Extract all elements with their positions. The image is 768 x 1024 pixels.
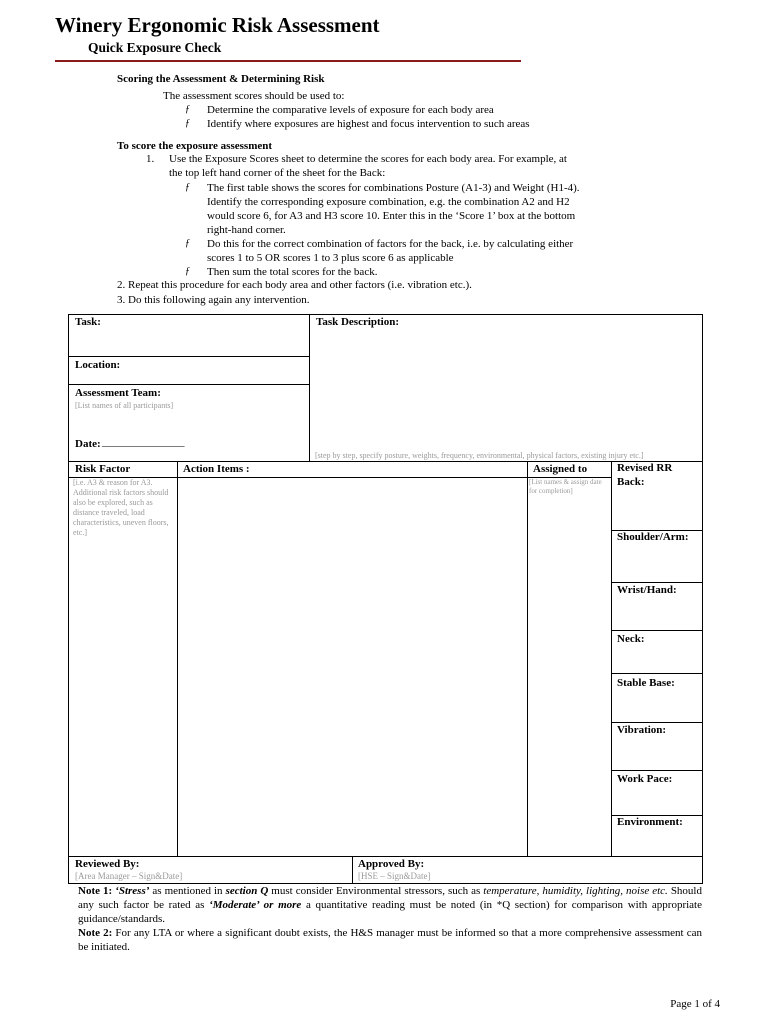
scoring-heading: Scoring the Assessment & Determining Risk [117, 73, 325, 85]
intro-bullet-2: Identify where exposures are highest and focus intervention to such areas [207, 118, 530, 130]
risk-factor-placeholder[interactable]: [i.e. A3 & reason for A3. Additional risk factors should also be explored, such as distance traveled, load characteristics, uneven floors, etc.] [73, 478, 169, 537]
step-2: 2. Repeat this procedure for each body area and other factors (i.e. vibration etc.). [117, 279, 472, 291]
approved-by-label: Approved By: [358, 858, 425, 870]
bullet-icon: ƒ [185, 266, 190, 277]
step-3: 3. Do this following again any intervention. [117, 294, 310, 306]
bullet-icon: ƒ [185, 182, 190, 193]
sub-bullet-1-line-4: right-hand corner. [207, 224, 286, 236]
page-number: Page 1 of 4 [670, 998, 720, 1010]
sub-bullet-3-line-1: Then sum the total scores for the back. [207, 266, 378, 278]
note-1-moderate: ‘Moderate’ or more [209, 899, 302, 911]
body-area-shoulder-arm[interactable]: Shoulder/Arm: [617, 531, 689, 543]
document-subtitle: Quick Exposure Check [88, 40, 222, 55]
body-area-work-pace[interactable]: Work Pace: [617, 773, 673, 785]
scoring-lead: The assessment scores should be used to: [163, 90, 345, 102]
exposure-heading: To score the exposure assessment [117, 140, 273, 152]
step-1-line-1: Use the Exposure Scores sheet to determine the scores for each body area. For example, at [169, 153, 567, 165]
body-area-vibration[interactable]: Vibration: [617, 724, 667, 736]
sub-bullet-2-line-1: Do this for the correct combination of factors for the back, i.e. by calculating either [207, 238, 574, 250]
date-field[interactable]: _______________ [102, 436, 185, 448]
note-1: Note 1: ‘Stress’ as mentioned in section Q must consider Environmental stressors, such as temperature, humidity, lighting, noise etc. Should any such factor be rated as ‘Moderate’ or more a quantitative reading must be noted (in *Q section) for comparison with appropriate guidance/standards. [78, 885, 702, 925]
reviewed-by-label: Reviewed By: [75, 858, 140, 870]
bullet-icon: ƒ [185, 118, 190, 129]
note-2: Note 2: For any LTA or where a significant doubt exists, the H&S manager must be informed so that a more comprehensive assessment can be initiated. [78, 927, 702, 953]
sub-bullet-1-line-1: The first table shows the scores for combinations Posture (A1-3) and Weight (H1-4). [207, 182, 580, 194]
step-1-number: 1. [146, 153, 155, 165]
body-area-stable-base[interactable]: Stable Base: [617, 677, 675, 689]
document-title: Winery Ergonomic Risk Assessment [55, 13, 380, 37]
risk-factor-header: Risk Factor [75, 463, 131, 475]
body-area-neck[interactable]: Neck: [617, 633, 645, 645]
revised-rr-header: Revised RR [617, 462, 673, 474]
assessment-team-label[interactable]: Assessment Team: [75, 387, 161, 399]
intro-bullet-1: Determine the comparative levels of exposure for each body area [207, 104, 494, 116]
body-area-back[interactable]: Back: [617, 476, 645, 488]
note-2-label: Note 2: [78, 927, 113, 939]
task-description-placeholder[interactable]: [step by step, specify posture, weights, frequency, environmental, physical factors, existing injury etc.] [315, 451, 644, 460]
sub-bullet-1-line-2: Identify the corresponding exposure combination, e.g. the combination A2 and H2 [207, 196, 570, 208]
task-description-label[interactable]: Task Description: [316, 316, 400, 328]
note-1-examples: temperature, humidity, lighting, noise etc. [483, 885, 668, 897]
sub-bullet-1-line-3: would score 6, for A3 and H3 score 10. Enter this in the ‘Score 1’ box at the bottom [207, 210, 576, 222]
bullet-icon: ƒ [185, 104, 190, 115]
header-rule [55, 60, 521, 62]
body-area-wrist-hand[interactable]: Wrist/Hand: [617, 584, 677, 596]
date-label: Date: [75, 438, 101, 450]
assigned-to-header: Assigned to [533, 463, 588, 475]
note-1-label: Note 1: [78, 885, 113, 897]
task-label[interactable]: Task: [75, 316, 101, 328]
assigned-to-placeholder[interactable]: [List names & assign date for completion] [529, 478, 602, 495]
reviewed-by-field[interactable]: [Area Manager – Sign&Date] [75, 871, 183, 881]
note-1-stress: ‘Stress’ [115, 885, 150, 897]
approved-by-field[interactable]: [HSE – Sign&Date] [358, 871, 431, 881]
assessment-team-placeholder[interactable]: [List names of all participants] [75, 401, 174, 410]
location-label[interactable]: Location: [75, 359, 121, 371]
body-area-environment[interactable]: Environment: [617, 816, 683, 828]
action-items-header: Action Items : [183, 463, 250, 475]
step-1-line-2: the top left hand corner of the sheet for the Back: [169, 167, 386, 179]
bullet-icon: ƒ [185, 238, 190, 249]
note-1-section: section Q [225, 885, 269, 897]
sub-bullet-2-line-2: scores 1 to 5 OR scores 1 to 3 plus score 6 as applicable [207, 252, 454, 264]
